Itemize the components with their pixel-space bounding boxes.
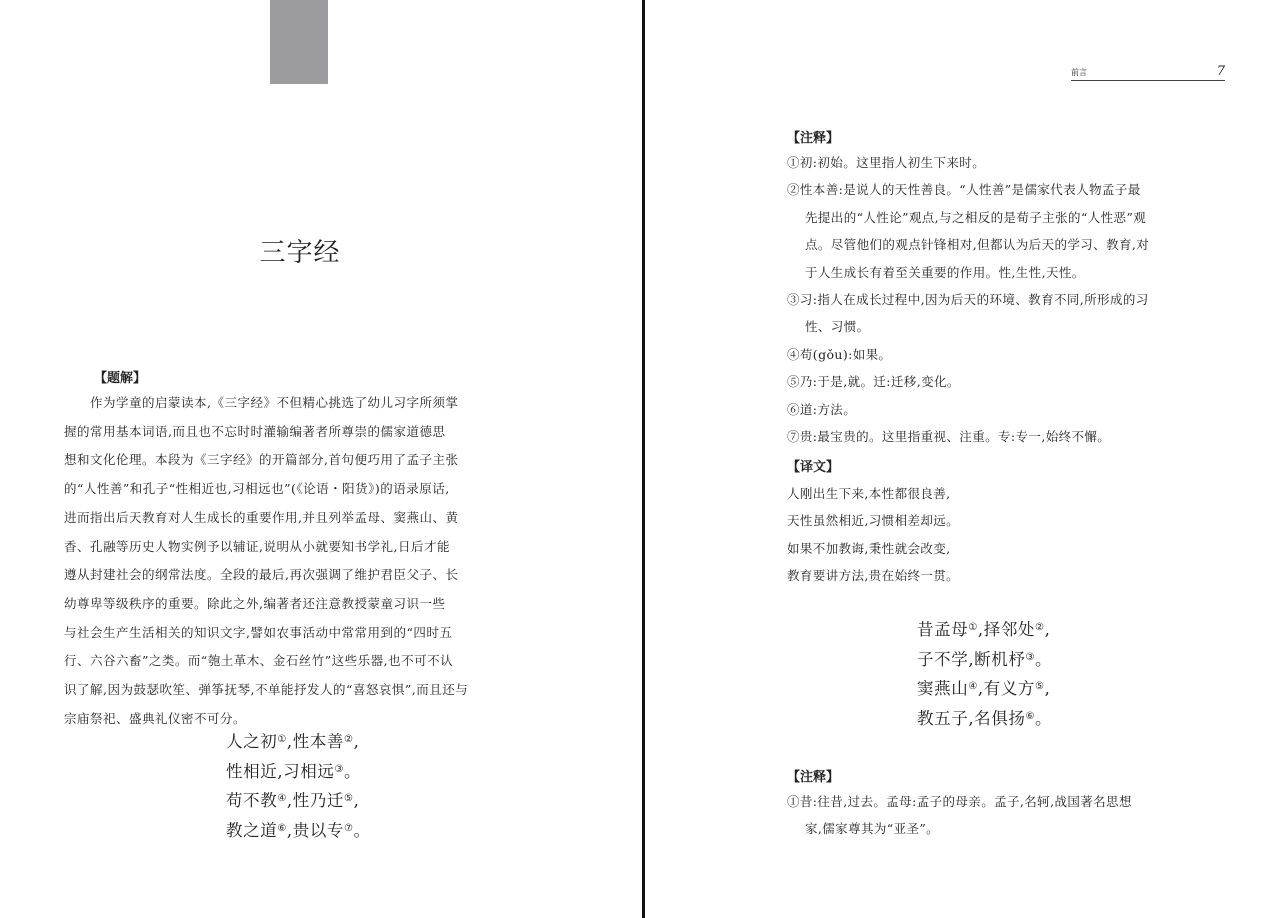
verse-line bbox=[226, 757, 371, 787]
verse-text: 昔孟母 bbox=[917, 620, 969, 639]
running-head-label: 前言 bbox=[1071, 68, 1087, 77]
intro-line: 香、孔融等历史人物实例予以辅证,说明从小就要知书学礼,日后才能 bbox=[64, 538, 450, 554]
verse-line bbox=[917, 645, 1052, 675]
verse-text: ,名俱扬 bbox=[968, 708, 1026, 728]
intro-line: 识了解,因为鼓瑟吹笙、弹筝抚琴,不单能抒发人的“喜怒哀惧”,而且还与 bbox=[64, 682, 469, 698]
note-marker: ③ bbox=[334, 763, 345, 775]
book-title: 三字经 bbox=[259, 238, 341, 268]
verse-line bbox=[917, 615, 1052, 645]
verse-text: 性相近 bbox=[226, 761, 278, 781]
note-marker: ① bbox=[277, 734, 287, 745]
note-line: ③习:指人在成长过程中,因为后天的环境、教育不同,所形成的习 bbox=[787, 291, 1149, 307]
note-marker: ⑦ bbox=[344, 822, 354, 834]
note-line: 先提出的“人性论”观点,与之相反的是荀子主张的“人性恶”观 bbox=[805, 209, 1147, 225]
note-line: 点。尽管他们的观点针锋相对,但都认为后天的学习、教育,对 bbox=[805, 237, 1150, 253]
chapter-tab-marker bbox=[270, 0, 328, 84]
verse-text: 子不学 bbox=[917, 649, 969, 669]
verse-text: 人之初 bbox=[226, 732, 278, 751]
verse-text: ,性乃迁 bbox=[286, 791, 345, 810]
note-line: 于人生成长有着至关重要的作用。性,生性,天性。 bbox=[805, 264, 1085, 280]
note-marker: ③ bbox=[1025, 651, 1036, 663]
note-line: ④苟(gǒu):如果。 bbox=[787, 346, 892, 362]
notes-list-1 bbox=[787, 149, 1149, 450]
note-marker: ⑤ bbox=[344, 793, 354, 804]
verse-text: 教五子 bbox=[917, 708, 969, 728]
verse-punct: 。 bbox=[344, 761, 362, 781]
note-marker: ② bbox=[344, 734, 354, 745]
intro-line: 与社会生产生活相关的知识文字,譬如农事活动中常常用到的“四时五 bbox=[64, 624, 453, 640]
verse-line bbox=[226, 786, 371, 816]
note-line: ⑤乃:于是,就。迁:迁移,变化。 bbox=[787, 374, 960, 390]
intro-line: 握的常用基本词语,而且也不忘时时灌输编著者所尊崇的儒家道德思 bbox=[64, 423, 446, 439]
verse-punct: , bbox=[1044, 679, 1051, 698]
verse-text: 教之道 bbox=[226, 820, 278, 840]
intro-line: 的“人性善”和孔子“性相近也,习相远也”(《论语・阳货》)的语录原话, bbox=[64, 481, 450, 497]
translation-block bbox=[787, 480, 959, 590]
translation-line: 如果不加教诲,秉性就会改变, bbox=[787, 540, 951, 556]
intro-line: 行、六谷六畜”之类。而“匏土革木、金石丝竹”这些乐器,也不可不认 bbox=[64, 653, 454, 669]
verse-punct: , bbox=[353, 732, 360, 751]
left-page bbox=[0, 0, 642, 918]
verse-punct: 。 bbox=[353, 820, 371, 840]
note-line: ⑥道:方法。 bbox=[787, 401, 857, 417]
verse-text: ,性本善 bbox=[286, 732, 345, 751]
verse-line bbox=[917, 704, 1052, 734]
verse-punct: , bbox=[1044, 620, 1051, 639]
verse-line bbox=[226, 816, 371, 846]
note-line: ①昔:往昔,过去。孟母:孟子的母亲。孟子,名轲,战国著名思想 bbox=[787, 794, 1132, 809]
note-marker: ⑥ bbox=[277, 822, 287, 834]
intro-heading: 【题解】 bbox=[94, 371, 147, 386]
verse-text: 窦燕山 bbox=[917, 679, 969, 698]
translation-heading: 【译文】 bbox=[787, 460, 840, 475]
notes-heading-1: 【注释】 bbox=[787, 131, 840, 146]
note-marker: ⑤ bbox=[1035, 681, 1045, 692]
intro-line: 遵从封建社会的纲常法度。全段的最后,再次强调了维护君臣父子、长 bbox=[64, 567, 459, 583]
verse-text: 苟不教 bbox=[226, 791, 278, 810]
note-line: 性、习惯。 bbox=[805, 319, 870, 335]
running-head bbox=[1071, 64, 1225, 81]
translation-line: 天性虽然相近,习惯相差却远。 bbox=[787, 513, 960, 529]
verse-line bbox=[917, 674, 1052, 704]
verse-text: ,断机杼 bbox=[968, 649, 1026, 669]
notes-heading-2: 【注释】 bbox=[787, 770, 840, 785]
verse-block-left bbox=[226, 727, 371, 845]
verse-punct: , bbox=[353, 791, 360, 810]
verse-punct: 。 bbox=[1035, 708, 1053, 728]
notes-list-2 bbox=[787, 788, 1132, 843]
note-line: ①初:初始。这里指人初生下来时。 bbox=[787, 155, 986, 170]
verse-text: ,习相远 bbox=[277, 761, 335, 781]
translation-line: 人刚出生下来,本性都很良善, bbox=[787, 486, 951, 501]
right-page bbox=[645, 0, 1287, 918]
note-line: 家,儒家尊其为“亚圣”。 bbox=[805, 821, 940, 837]
note-line: ⑦贵:最宝贵的。这里指重视、注重。专:专一,始终不懈。 bbox=[787, 428, 1111, 444]
verse-punct: 。 bbox=[1035, 649, 1053, 669]
verse-line bbox=[226, 727, 371, 757]
intro-paragraph bbox=[64, 389, 534, 733]
verse-text: ,有义方 bbox=[977, 679, 1036, 698]
intro-line: 进而指出后天教育对人生成长的重要作用,并且列举孟母、窦燕山、黄 bbox=[64, 509, 459, 525]
translation-line: 教育要讲方法,贵在始终一贯。 bbox=[787, 568, 960, 584]
page-number: 7 bbox=[1216, 64, 1225, 79]
intro-line: 想和文化伦理。本段为《三字经》的开篇部分,首句便巧用了孟子主张 bbox=[64, 452, 459, 468]
note-line: ②性本善:是说人的天性善良。“人性善”是儒家代表人物孟子最 bbox=[787, 182, 1141, 198]
note-marker: ④ bbox=[277, 793, 287, 804]
verse-text: ,择邻处 bbox=[977, 620, 1036, 639]
intro-line: 幼尊卑等级秩序的重要。除此之外,编著者还注意教授蒙童习识一些 bbox=[64, 595, 446, 611]
verse-text: ,贵以专 bbox=[286, 820, 345, 840]
note-marker: ⑥ bbox=[1025, 710, 1036, 722]
note-marker: ④ bbox=[968, 681, 978, 692]
intro-line: 作为学童的启蒙读本,《三字经》不但精心挑选了幼儿习字所须掌 bbox=[90, 395, 459, 410]
note-marker: ① bbox=[968, 622, 978, 633]
verse-block-right bbox=[917, 615, 1052, 733]
intro-line: 宗庙祭祀、盛典礼仪密不可分。 bbox=[64, 710, 247, 726]
note-marker: ② bbox=[1035, 622, 1045, 633]
